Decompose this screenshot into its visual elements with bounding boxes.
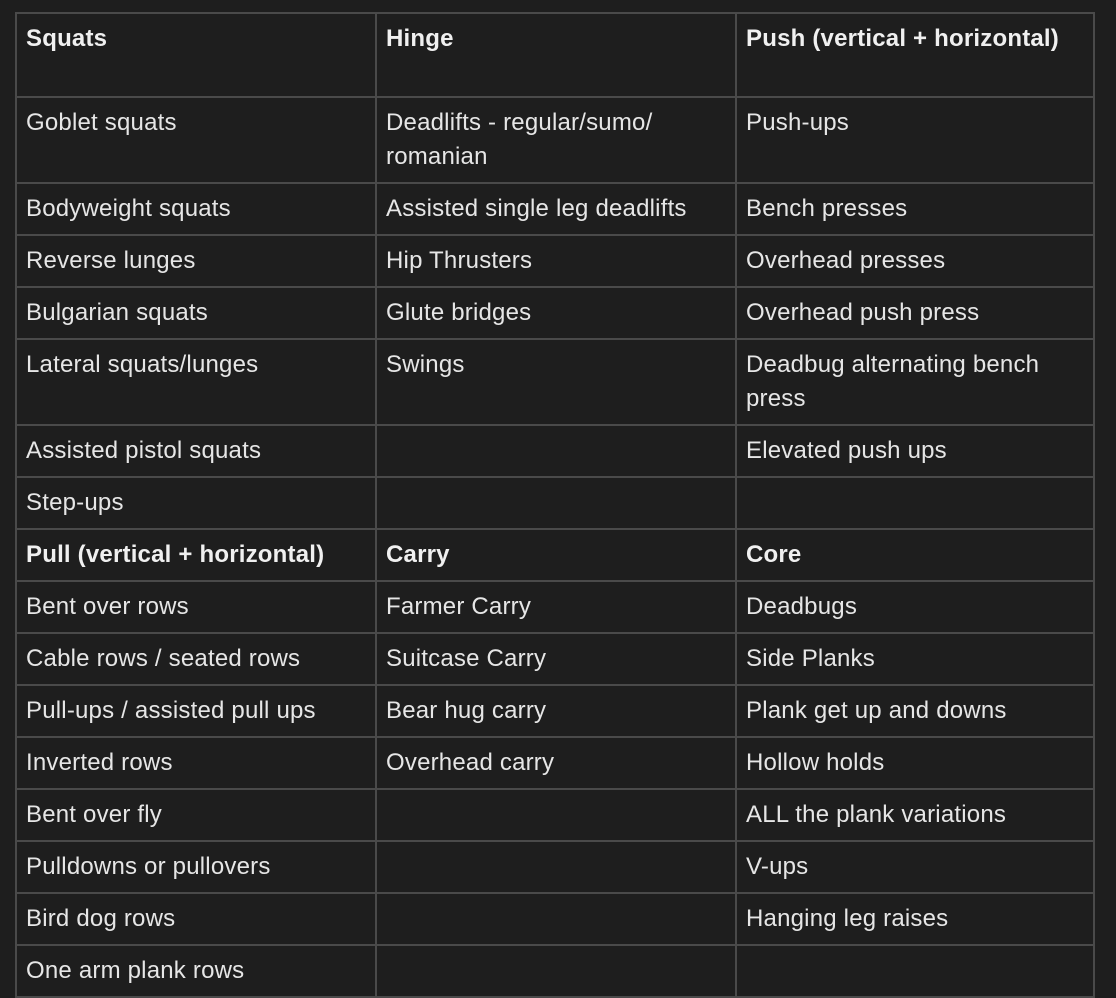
table-cell: One arm plank rows xyxy=(16,945,376,997)
table-cell xyxy=(376,945,736,997)
table-cell: Overhead carry xyxy=(376,737,736,789)
table-row xyxy=(16,97,1094,183)
table-cell: Deadbug alternating bench press xyxy=(736,339,1094,425)
table-row xyxy=(16,737,1094,789)
table-row xyxy=(16,633,1094,685)
table-cell: Step-ups xyxy=(16,477,376,529)
table-section-header-row xyxy=(16,529,1094,581)
table-header-row xyxy=(16,13,1094,97)
table-row xyxy=(16,685,1094,737)
exercise-table xyxy=(15,12,1095,998)
header-cell-squats: Squats xyxy=(16,13,376,97)
table-cell xyxy=(376,893,736,945)
table-cell: Hip Thrusters xyxy=(376,235,736,287)
table-cell: Suitcase Carry xyxy=(376,633,736,685)
table-cell: Plank get up and downs xyxy=(736,685,1094,737)
table-cell xyxy=(376,789,736,841)
table-cell: Bird dog rows xyxy=(16,893,376,945)
table-cell: Elevated push ups xyxy=(736,425,1094,477)
table-cell: Hollow holds xyxy=(736,737,1094,789)
table-cell: Bent over rows xyxy=(16,581,376,633)
table-cell xyxy=(376,841,736,893)
header-cell-core: Core xyxy=(736,529,1094,581)
table-cell: Hanging leg raises xyxy=(736,893,1094,945)
table-cell xyxy=(376,477,736,529)
table-row xyxy=(16,581,1094,633)
table-cell: Inverted rows xyxy=(16,737,376,789)
table-cell: Goblet squats xyxy=(16,97,376,183)
table-row xyxy=(16,287,1094,339)
table-cell: ALL the plank variations xyxy=(736,789,1094,841)
header-cell-push: Push (vertical + horizontal) xyxy=(736,13,1094,97)
header-cell-carry: Carry xyxy=(376,529,736,581)
table-cell: Farmer Carry xyxy=(376,581,736,633)
table-cell: Pull-ups / assisted pull ups xyxy=(16,685,376,737)
table-cell: Pulldowns or pullovers xyxy=(16,841,376,893)
header-cell-pull: Pull (vertical + horizontal) xyxy=(16,529,376,581)
table-cell: Assisted pistol squats xyxy=(16,425,376,477)
table-cell: Swings xyxy=(376,339,736,425)
table-cell: Assisted single leg deadlifts xyxy=(376,183,736,235)
table-row xyxy=(16,893,1094,945)
table-cell: Reverse lunges xyxy=(16,235,376,287)
table-cell: Bench presses xyxy=(736,183,1094,235)
table-row xyxy=(16,183,1094,235)
table-cell xyxy=(736,945,1094,997)
table-cell xyxy=(736,477,1094,529)
table-cell: V-ups xyxy=(736,841,1094,893)
table-cell: Bear hug carry xyxy=(376,685,736,737)
table-cell: Bodyweight squats xyxy=(16,183,376,235)
table-cell: Deadbugs xyxy=(736,581,1094,633)
table-row xyxy=(16,841,1094,893)
table-cell: Lateral squats/lunges xyxy=(16,339,376,425)
table-row xyxy=(16,789,1094,841)
table-cell: Side Planks xyxy=(736,633,1094,685)
table-cell: Deadlifts - regular/sumo/ romanian xyxy=(376,97,736,183)
table-cell: Cable rows / seated rows xyxy=(16,633,376,685)
table-row xyxy=(16,945,1094,997)
header-cell-hinge: Hinge xyxy=(376,13,736,97)
table-cell: Bulgarian squats xyxy=(16,287,376,339)
table-row xyxy=(16,235,1094,287)
table-cell: Push-ups xyxy=(736,97,1094,183)
table-cell: Overhead push press xyxy=(736,287,1094,339)
table-cell: Overhead presses xyxy=(736,235,1094,287)
table-cell: Bent over fly xyxy=(16,789,376,841)
table-cell xyxy=(376,425,736,477)
table-row xyxy=(16,425,1094,477)
table-cell: Glute bridges xyxy=(376,287,736,339)
table-row xyxy=(16,477,1094,529)
table-row xyxy=(16,339,1094,425)
